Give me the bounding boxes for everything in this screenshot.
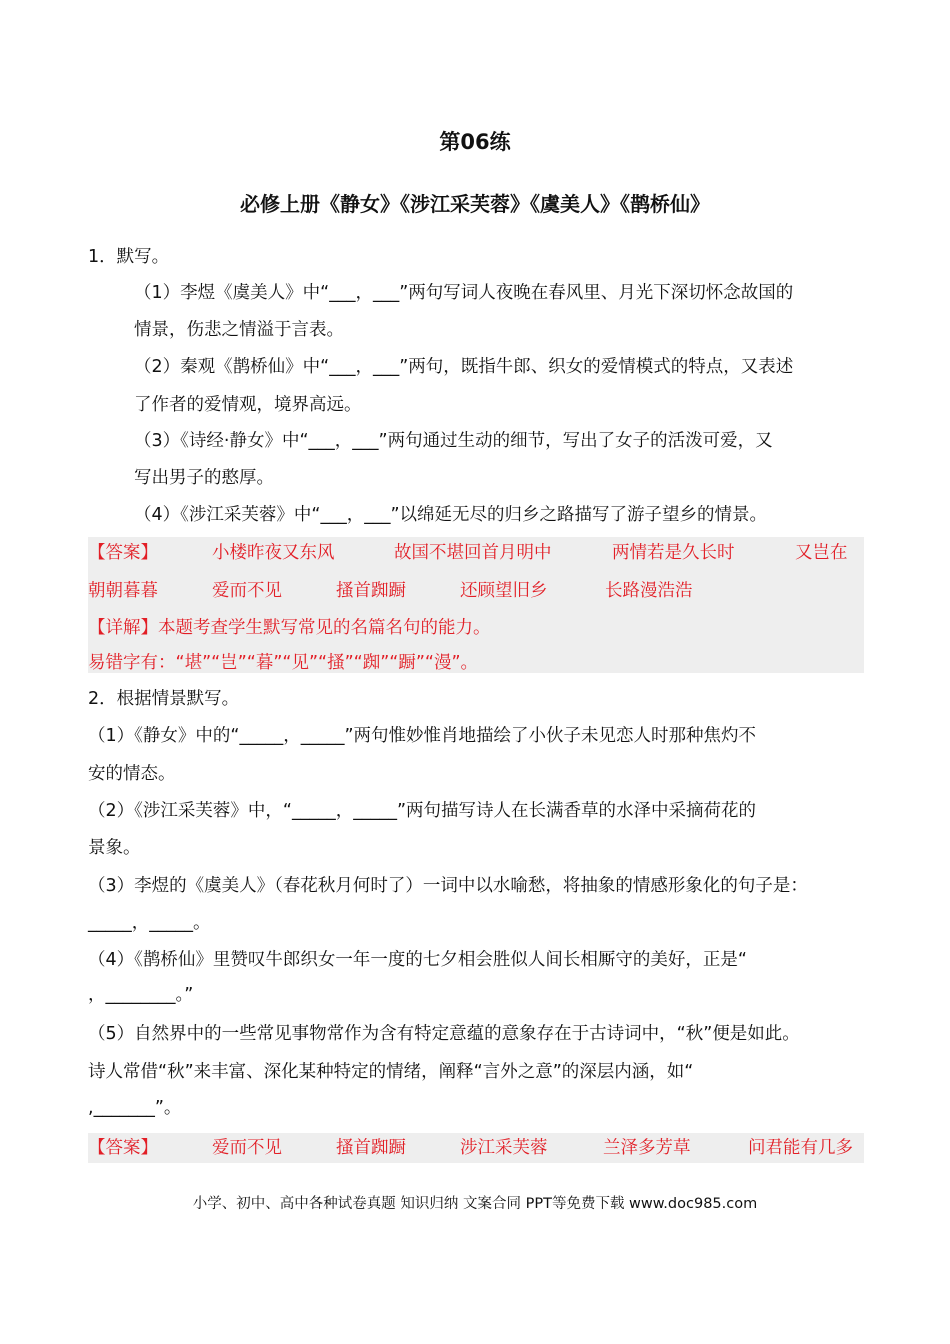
q1-answer: 朝朝暮暮 xyxy=(88,581,158,601)
q1-detail: 【详解】本题考查学生默写常见的名篇名句的能力。 xyxy=(88,618,491,638)
q1-answer: 爱而不见 xyxy=(212,581,282,601)
q2-line: （4）《鹊桥仙》里赞叹牛郎织女一年一度的七夕相会胜似人间长相厮守的美好，正是“ xyxy=(88,950,747,970)
page-title: 第06练 xyxy=(439,130,511,154)
q2-answer: 涉江采芙蓉 xyxy=(460,1138,548,1158)
q2-line: 诗人常借“秋”来丰富、深化某种特定的情绪，阐释“言外之意”的深层内涵，如“ xyxy=(88,1062,694,1082)
q1-error-chars: 易错字有：“堪”“岂”“暮”“见”“搔”“踟”“蹰”“漫”。 xyxy=(88,653,479,673)
q1-answer: 又岂在 xyxy=(795,543,848,563)
q1-answer: 长路漫浩浩 xyxy=(605,581,693,601)
q2-line: ，________。” xyxy=(88,985,194,1005)
q1-item2-line1: （2）秦观《鹊桥仙》中“___，___”两句，既指牛郎、织女的爱情模式的特点，又表述 xyxy=(134,357,794,377)
q2-heading: 2．根据情景默写。 xyxy=(88,689,240,709)
q1-item1-line1: （1）李煜《虞美人》中“___，___”两句写词人夜晚在春风里、月光下深切怀念故国的 xyxy=(134,283,794,303)
q2-line: 安的情态。 xyxy=(88,764,176,784)
page-footer: 小学、初中、高中各种试卷真题 知识归纳 文案合同 PPT等免费下载 www.doc985.com xyxy=(192,1196,758,1212)
q2-answer: 兰泽多芳草 xyxy=(603,1138,691,1158)
q1-answer: 还顾望旧乡 xyxy=(460,581,548,601)
q1-item3-line2: 写出男子的憨厚。 xyxy=(134,468,274,488)
q2-answer: 搔首踟蹰 xyxy=(336,1138,406,1158)
q2-line: （3）李煜的《虞美人》（春花秋月何时了）一词中以水喻愁，将抽象的情感形象化的句子是： xyxy=(88,876,808,896)
q2-answer: 爱而不见 xyxy=(212,1138,282,1158)
q1-answer: 两情若是久长时 xyxy=(612,543,735,563)
q1-answer: 搔首踟蹰 xyxy=(336,581,406,601)
q2-line: _____，_____。 xyxy=(88,913,211,933)
q2-line: （1）《静女》中的“_____，_____”两句惟妙惟肖地描绘了小伙子未见恋人时那种焦灼不 xyxy=(88,726,757,746)
page-subtitle: 必修上册《静女》《涉江采芙蓉》《虞美人》《鹊桥仙》 xyxy=(240,192,710,216)
q2-line: 景象。 xyxy=(88,838,141,858)
q1-answer: 小楼昨夜又东风 xyxy=(212,543,335,563)
q1-item3-line1: （3）《诗经·静女》中“___，___”两句通过生动的细节，写出了女子的活泼可爱，又 xyxy=(134,431,773,451)
q2-answer: 问君能有几多 xyxy=(748,1138,853,1158)
q1-answer: 故国不堪回首月明中 xyxy=(394,543,552,563)
q2-line: （5）自然界中的一些常见事物常作为含有特定意蕴的意象存在于古诗词中，“秋”便是如此。 xyxy=(88,1024,800,1044)
q2-line: （2）《涉江采芙蓉》中，“_____，_____”两句描写诗人在长满香草的水泽中采摘荷花的 xyxy=(88,801,757,821)
q1-answer-label: 【答案】 xyxy=(88,543,158,563)
q1-item2-line2: 了作者的爱情观，境界高远。 xyxy=(134,395,362,415)
q1-item1-line2: 情景，伤悲之情溢于言表。 xyxy=(134,320,344,340)
q1-heading: 1．默写。 xyxy=(88,247,170,267)
q2-answer-label: 【答案】 xyxy=(88,1138,158,1158)
q2-line: ,_______”。 xyxy=(88,1098,182,1118)
q1-item4-line1: （4）《涉江采芙蓉》中“___，___”以绵延无尽的归乡之路描写了游子望乡的情景。 xyxy=(134,505,768,525)
